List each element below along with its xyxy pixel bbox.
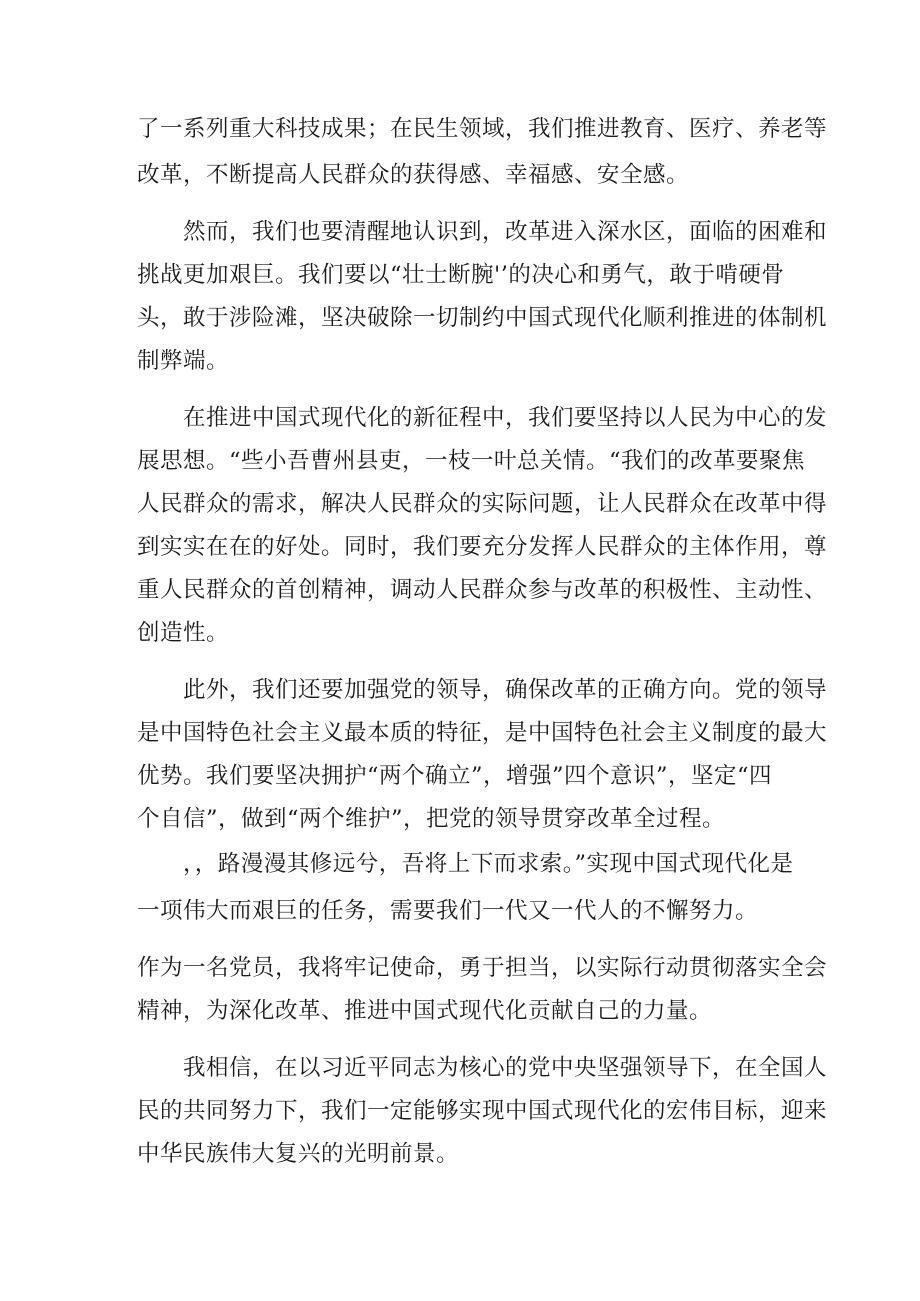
text-line: 此外，我们还要加强党的领导，确保改革的正确方向。党的领导 — [183, 677, 828, 703]
text-line: 我相信，在以习近平同志为核心的党中央坚强领导下，在全国人 — [183, 1055, 828, 1081]
text-line: 重人民群众的首创精神，调动人民群众参与改革的积极性、主动性、 — [137, 577, 828, 603]
text-line: 人民群众的需求，解决人民群众的实际问题，让人民群众在改革中得 — [137, 491, 828, 517]
text-line: 中华民族伟大复兴的光明前景。 — [137, 1141, 460, 1167]
text-line: 一项伟大而艰巨的任务，需要我们一代又一代人的不懈努力。 — [137, 898, 759, 924]
text-line: 制弊端。 — [137, 348, 230, 374]
text-line: 改革，不断提高人民群众的获得感、幸福感、安全感。 — [137, 162, 690, 188]
text-line: 精神，为深化改革、推进中国式现代化贡献自己的力量。 — [137, 998, 713, 1024]
text-line: 是中国特色社会主义最本质的特征，是中国特色社会主义制度的最大 — [137, 720, 828, 746]
text-line: 到实实在在的好处。同时，我们要充分发挥人民群众的主体作用，尊 — [137, 534, 828, 560]
text-line: 挑战更加艰巨。我们要以“壮士断腕'’的决心和勇气，敢于啃硬骨 — [137, 262, 785, 288]
text-line: 个自信”，做到“两个维护”，把党的领导贯穿改革全过程。 — [137, 806, 726, 832]
text-line: ，，路漫漫其修远兮，吾将上下而求索。”实现中国式现代化是 — [183, 851, 794, 877]
text-line: 作为一名党员，我将牢记使命，勇于担当，以实际行动贯彻落实全会 — [137, 955, 828, 981]
text-line: 了一系列重大科技成果；在民生领域，我们推进教育、医疗、养老等 — [137, 116, 828, 142]
text-line: 优势。我们要坚决拥护“两个确立”，增强”四个意识”，坚定“四 — [137, 763, 773, 789]
text-line: 然而，我们也要清醒地认识到，改革进入深水区，面临的困难和 — [183, 219, 828, 245]
text-line: 展思想。“些小吾曹州县吏，一枝一叶总关情。“我们的改革要聚焦 — [137, 448, 806, 474]
text-line: 在推进中国式现代化的新征程中，我们要坚持以人民为中心的发 — [183, 405, 828, 431]
text-line: 民的共同努力下，我们一定能够实现中国式现代化的宏伟目标，迎来 — [137, 1098, 828, 1124]
text-line: 头，敢于涉险滩，坚决破除一切制约中国式现代化顺利推进的体制机 — [137, 305, 828, 331]
text-line: 创造性。 — [137, 620, 230, 646]
